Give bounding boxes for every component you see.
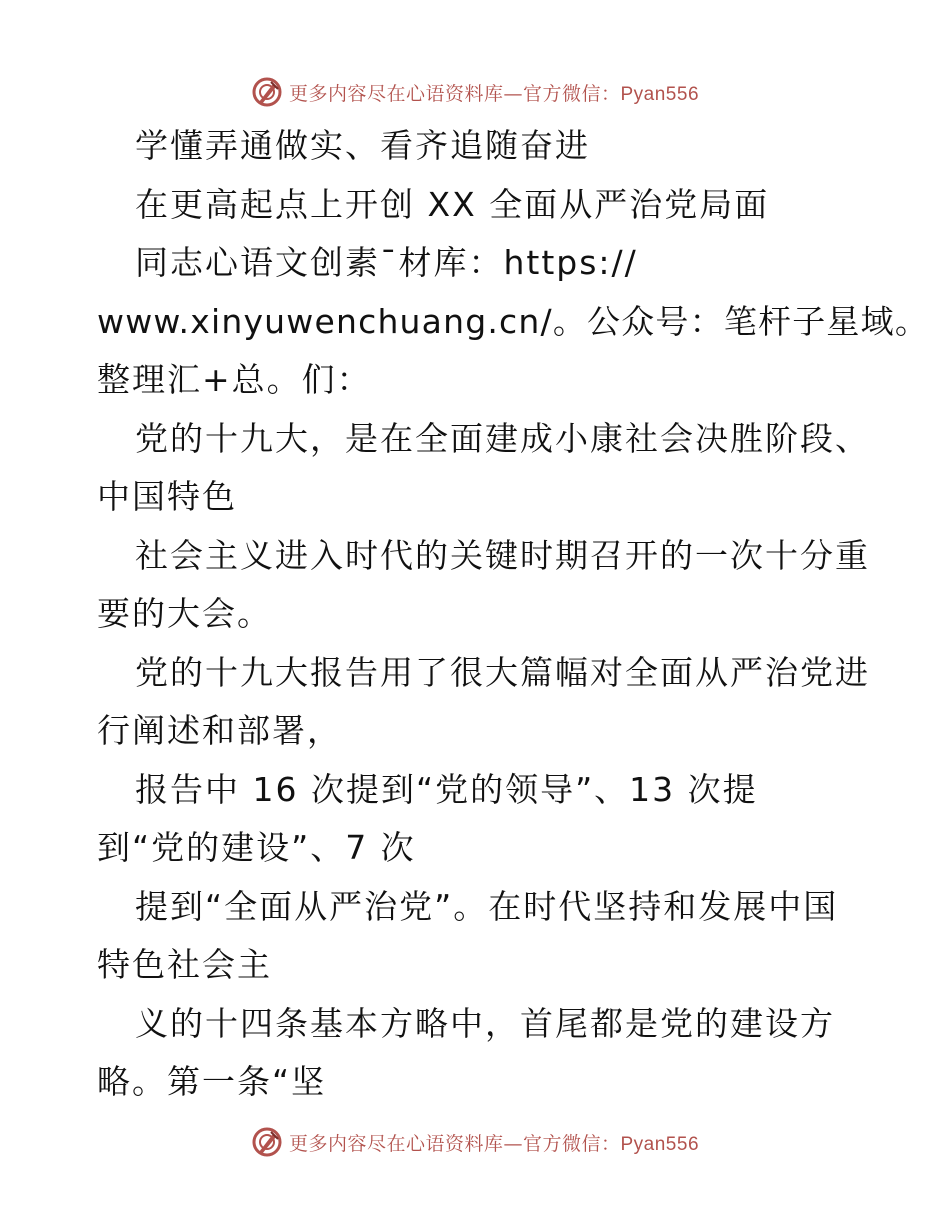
header-banner-inner (251, 76, 699, 108)
banner-wechat-id: Pyan556 (620, 1133, 700, 1155)
paragraph-line: 同志心语文创素¯材库：https:// (135, 243, 638, 282)
banner-promo: 更多内容尽在心语资料库 (288, 1132, 504, 1155)
brand-logo-icon (251, 76, 283, 108)
banner-text (289, 79, 699, 106)
document-body (97, 117, 930, 1112)
footer-banner-inner (251, 1126, 699, 1158)
banner-promo: 更多内容尽在心语资料库 (288, 82, 504, 105)
header-banner (0, 72, 950, 112)
banner-wechat-id: Pyan556 (620, 83, 700, 105)
banner-label: 官方微信： (522, 1132, 621, 1155)
brand-logo-icon (251, 1126, 283, 1158)
banner-text (289, 1129, 699, 1156)
paragraph-line: 学懂弄通做实、看齐追随奋进 (135, 126, 590, 165)
paragraph-line: 党的十九大，是在全面建成小康社会决胜阶段、 (135, 418, 870, 458)
footer-banner (0, 1122, 950, 1162)
paragraph-line: 提到“全面从严治党”。在时代坚持和发展中国 (135, 886, 839, 926)
paragraph-line: 报告中 16 次提到“党的领导”、13 次提 (135, 769, 758, 809)
paragraph-line: www.xinyuwenchuang.cn/。公众号：笔杆子星域。 (97, 301, 930, 341)
paragraph-line: 到“党的建设”、7 次 (97, 828, 416, 867)
paragraph-line: 义的十四条基本方略中，首尾都是党的建设方 (135, 1003, 835, 1043)
paragraph-line: 社会主义进入时代的关键时期召开的一次十分重 (135, 535, 870, 575)
paragraph-line: 行阐述和部署， (97, 711, 342, 750)
paragraph-line: 要的大会。 (97, 594, 272, 633)
paragraph-line: 在更高起点上开创 XX 全面从严治党局面 (135, 184, 770, 224)
paragraph-line: 略。第一条“坚 (97, 1062, 327, 1101)
paragraph-line: 整理汇+总。们： (97, 360, 372, 399)
banner-label: 官方微信： (522, 82, 621, 105)
banner-dash: — (503, 1132, 523, 1155)
banner-dash: — (503, 82, 523, 105)
paragraph-line: 中国特色 (97, 477, 237, 516)
paragraph-line: 特色社会主 (97, 945, 272, 984)
paragraph-line: 党的十九大报告用了很大篇幅对全面从严治党进 (135, 652, 870, 692)
